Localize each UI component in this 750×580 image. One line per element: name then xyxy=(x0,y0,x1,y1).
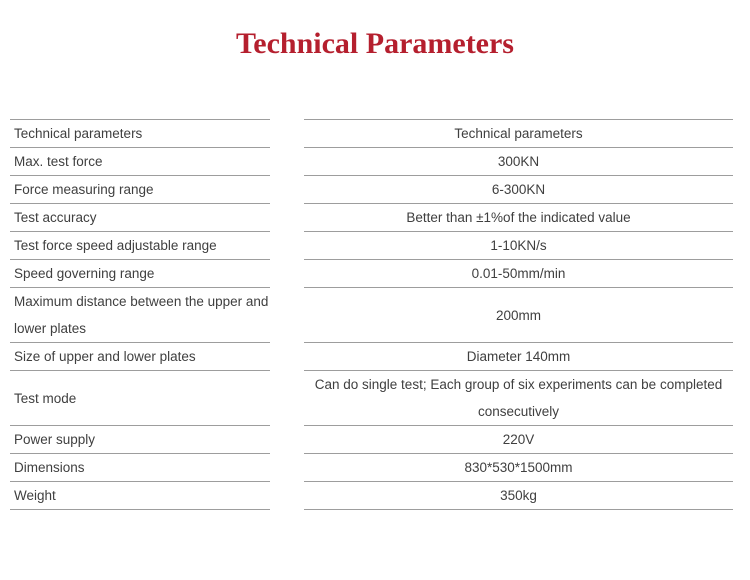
column-gap xyxy=(270,260,304,288)
page-title: Technical Parameters xyxy=(236,27,514,60)
table-row xyxy=(10,482,733,510)
param-value: Can do single test; Each group of six experiments can be completed consecutively xyxy=(304,371,733,426)
table-row xyxy=(10,232,733,260)
param-label: Test accuracy xyxy=(10,204,270,232)
param-label: Maximum distance between the upper and lower plates xyxy=(10,288,270,343)
column-gap xyxy=(270,204,304,232)
param-value: Better than ±1%of the indicated value xyxy=(304,204,733,232)
param-label: Size of upper and lower plates xyxy=(10,343,270,371)
table-row xyxy=(10,148,733,176)
param-value: 6-300KN xyxy=(304,176,733,204)
param-label: Dimensions xyxy=(10,454,270,482)
column-gap xyxy=(270,426,304,454)
param-value: 300KN xyxy=(304,148,733,176)
param-label: Test mode xyxy=(10,371,270,426)
param-label: Test force speed adjustable range xyxy=(10,232,270,260)
table-row xyxy=(10,120,733,148)
table-row xyxy=(10,426,733,454)
column-gap xyxy=(270,176,304,204)
param-label: Power supply xyxy=(10,426,270,454)
param-value: 1-10KN/s xyxy=(304,232,733,260)
column-gap xyxy=(270,454,304,482)
column-gap xyxy=(270,482,304,510)
param-value: 830*530*1500mm xyxy=(304,454,733,482)
param-value: 200mm xyxy=(304,288,733,343)
table-row xyxy=(10,204,733,232)
technical-parameters-table xyxy=(10,119,733,510)
column-gap xyxy=(270,288,304,343)
table-row xyxy=(10,288,733,343)
column-gap xyxy=(270,232,304,260)
param-label: Weight xyxy=(10,482,270,510)
param-value: 220V xyxy=(304,426,733,454)
param-value: Technical parameters xyxy=(304,120,733,148)
table-row xyxy=(10,454,733,482)
column-gap xyxy=(270,120,304,148)
column-gap xyxy=(270,148,304,176)
param-label: Max. test force xyxy=(10,148,270,176)
param-value: 0.01-50mm/min xyxy=(304,260,733,288)
param-label: Force measuring range xyxy=(10,176,270,204)
table-row xyxy=(10,260,733,288)
column-gap xyxy=(270,343,304,371)
param-value: Diameter 140mm xyxy=(304,343,733,371)
param-value: 350kg xyxy=(304,482,733,510)
table-row xyxy=(10,371,733,426)
param-label: Speed governing range xyxy=(10,260,270,288)
param-label: Technical parameters xyxy=(10,120,270,148)
table-row xyxy=(10,343,733,371)
column-gap xyxy=(270,371,304,426)
table-row xyxy=(10,176,733,204)
